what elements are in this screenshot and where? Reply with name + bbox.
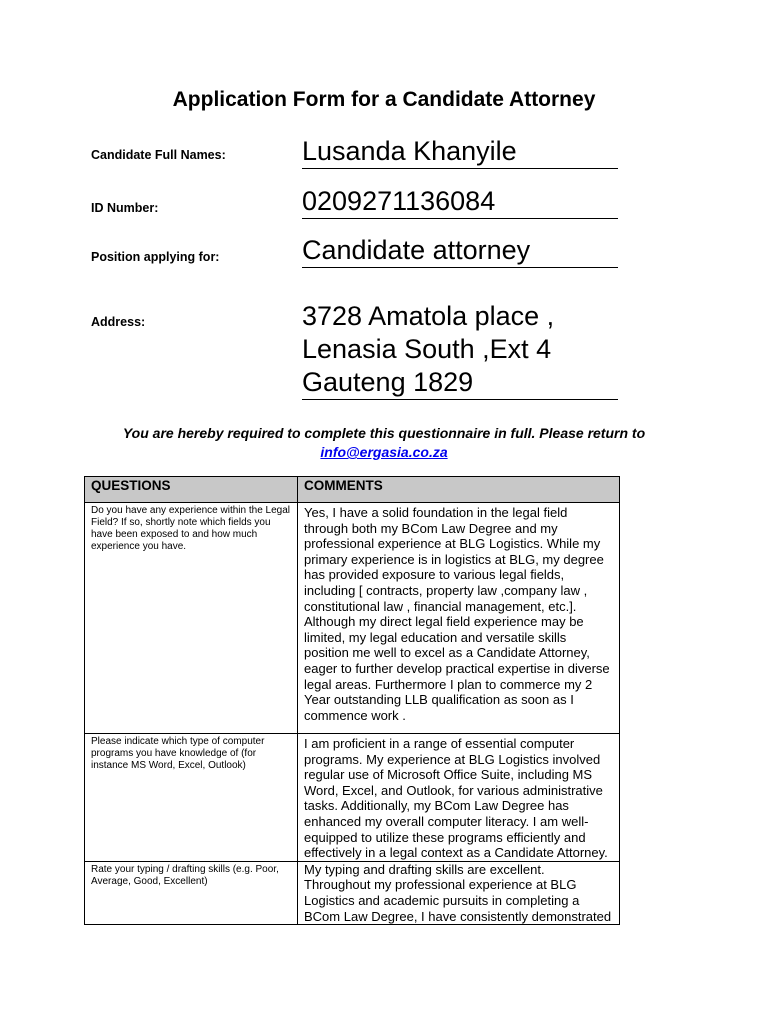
instruction bbox=[0, 424, 768, 462]
questionnaire-table bbox=[84, 476, 620, 925]
full-names-value: Lusanda Khanyile bbox=[302, 135, 618, 169]
address-line-3: Gauteng 1829 bbox=[302, 367, 474, 397]
question-legal-experience: Do you have any experience within the Legal Field? If so, shortly note which fields you have been exposed to and how much experience you have. bbox=[85, 503, 298, 734]
comment-typing-skills: My typing and drafting skills are excellent. Throughout my professional experience at BLG Logistics and academic pursuits in completing a BCom Law Degree, I have consistently demonstrated bbox=[298, 861, 620, 924]
address-line-2: Lenasia South ,Ext 4 bbox=[302, 334, 552, 364]
form-title: Application Form for a Candidate Attorney bbox=[172, 88, 596, 111]
address-value bbox=[302, 300, 618, 400]
instruction-text: You are hereby required to complete this questionnaire in full. Please return to bbox=[122, 425, 646, 441]
id-number-value: 0209271136084 bbox=[302, 185, 618, 219]
address-line-1: 3728 Amatola place , bbox=[302, 301, 555, 331]
question-computer-programs: Please indicate which type of computer programs you have knowledge of (for instance MS Word, Excel, Outlook) bbox=[85, 734, 298, 862]
comment-computer-programs: I am proficient in a range of essential computer programs. My experience at BLG Logistics involved regular use of Microsoft Office Suite, including MS Word, Excel, and Outlook, for various administrative tasks. Additionally, my BCom Law Degree has enhanced my overall computer literacy. I am well-equipped to utilize these programs efficiently and effectively in a legal context as a Candidate Attorney. bbox=[298, 734, 620, 862]
id-number-label: ID Number: bbox=[91, 201, 159, 215]
comments-header: COMMENTS bbox=[298, 477, 620, 503]
full-names-label: Candidate Full Names: bbox=[91, 148, 226, 162]
questions-header: QUESTIONS bbox=[85, 477, 298, 503]
return-email-link[interactable]: info@ergasia.co.za bbox=[320, 444, 448, 460]
table-row bbox=[85, 503, 620, 734]
position-value: Candidate attorney bbox=[302, 234, 618, 268]
position-label: Position applying for: bbox=[91, 250, 220, 264]
table-row bbox=[85, 861, 620, 924]
comment-legal-experience: Yes, I have a solid foundation in the legal field through both my BCom Law Degree and my professional experience at BLG Logistics. While my primary experience is in logistics at BLG, my degree has provided exposure to various legal fields, including [ contracts, property law ,company law , constitutional law , financial management, etc.]. Although my direct legal field experience may be limited, my legal education and versatile skills position me well to excel as a Candidate Attorney, eager to further develop practical expertise in diverse legal areas. Furthermore I plan to commerce my 2 Year outstanding LLB qualification as soon as I commence work . bbox=[298, 503, 620, 734]
question-typing-skills: Rate your typing / drafting skills (e.g. Poor, Average, Good, Excellent) bbox=[85, 861, 298, 924]
address-label: Address: bbox=[91, 315, 146, 329]
table-row bbox=[85, 734, 620, 862]
table-header-row bbox=[85, 477, 620, 503]
